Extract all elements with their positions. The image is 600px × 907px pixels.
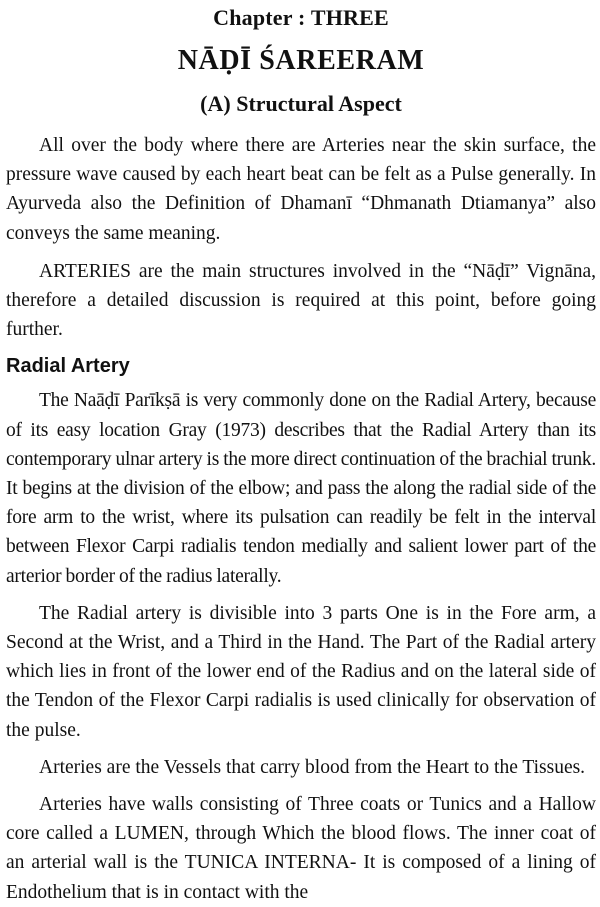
- section-title: (A) Structural Aspect: [200, 91, 402, 116]
- radial-paragraph-2: The Radial artery is divisible into 3 parts One is in the Fore arm, a Second at the Wrist, and a Third in the Hand. The Part of the Radial artery which lies in front of the lower end of the Radius and on the lateral side of the Tendon of the Flexor Carpi radialis is used clinically for observation of the pulse.: [6, 602, 596, 741]
- chapter-label: Chapter : THREE: [213, 5, 389, 30]
- chapter-title: NĀḌĪ ŚAREERAM: [177, 45, 425, 76]
- radial-paragraph-4: Arteries have walls consisting of Three coats or Tunics and a Hallow core called a LUMEN, through Which the blood flows. The inner coat of an arterial wall is the TUNICA INTERNA- It is composed of a lining of Endothelium that is in contact with the: [6, 794, 596, 903]
- intro-paragraph-1: All over the body where there are Arteries near the skin surface, the pressure wave caused by each heart beat can be felt as a Pulse generally. In Ayurveda also the Definition of Dhamanī “Dhmanath Dtiamanya” also conveys the same meaning.: [6, 135, 596, 244]
- radial-artery-heading: Radial Artery: [6, 355, 130, 378]
- book-page: [0, 4, 600, 903]
- radial-paragraph-3: Arteries are the Vessels that carry blood from the Heart to the Tissues.: [39, 756, 586, 778]
- intro-paragraph-2: ARTERIES are the main structures involved in the “Nāḍī” Vignāna, therefore a detailed discussion is required at this point, before going further.: [6, 260, 596, 341]
- radial-paragraph-1: The Naāḍī Parīkṣā is very commonly done on the Radial Artery, because of its easy location Gray (1973) describes that the Radial Artery than its contemporary ulnar artery is the more direct continuation of the brachial trunk. It begins at the division of the elbow; and pass the along the radial side of the fore arm to the wrist, where its pulsation can readily be felt in the interval between Flexor Carpi radialis tendon medially and salient lower part of the arterior border of the radius laterally.: [6, 390, 596, 587]
